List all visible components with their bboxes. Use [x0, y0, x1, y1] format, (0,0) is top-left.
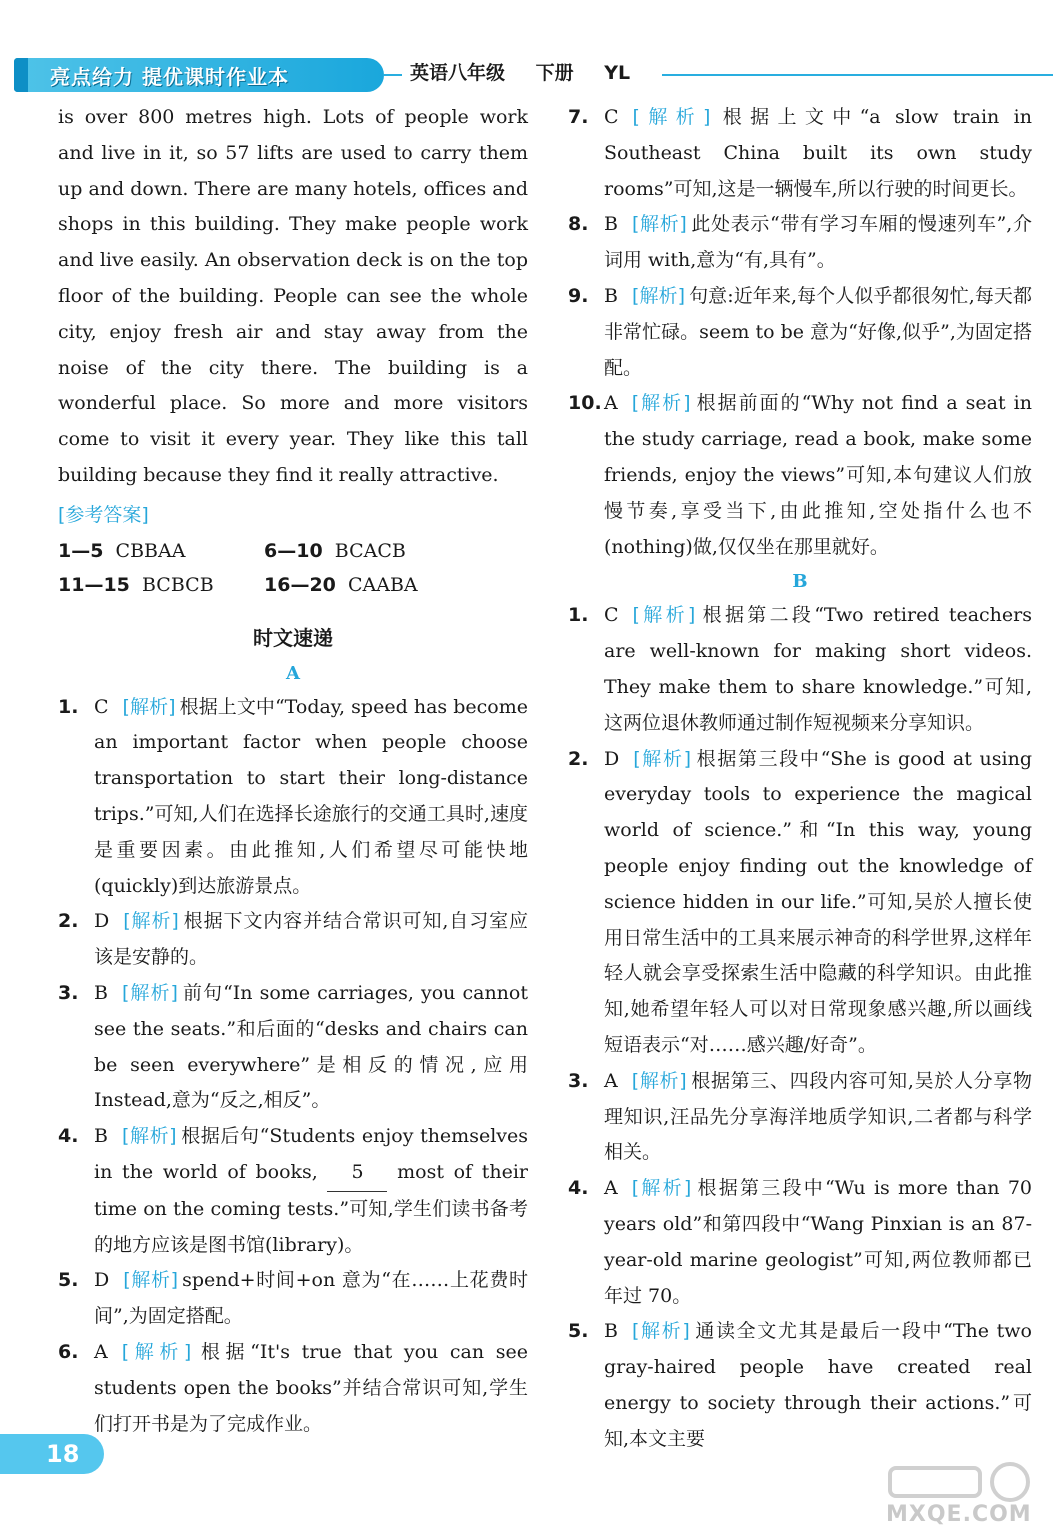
item-explanation: 通读全文尤其是最后一段中“The two gray-haired people have created real energy to society through their actions.”可知,本文主要: [604, 1320, 1032, 1450]
item-answer: C: [94, 695, 109, 718]
explanation-item: [568, 1064, 1032, 1171]
answer-key-values: CAABA: [347, 573, 418, 596]
item-number: 6.: [58, 1340, 79, 1363]
answer-key-row: [58, 534, 528, 568]
answer-key-range: 16—20: [264, 573, 336, 596]
item-answer: A: [604, 1177, 618, 1200]
analysis-tag: [解析]: [121, 1340, 192, 1363]
item-answer: D: [604, 747, 620, 770]
answer-key-row: [58, 568, 528, 602]
analysis-tag: [解析]: [631, 1069, 687, 1092]
item-explanation: most of their time on the coming tests.”可知,学生们读书备考的地方应该是图书馆(library)。: [94, 1160, 528, 1256]
answer-key-table: [58, 534, 528, 602]
item-answer: C: [604, 106, 619, 128]
analysis-tag: [解析]: [631, 1177, 692, 1200]
left-column: [58, 100, 528, 1442]
item-number: 7.: [568, 106, 589, 128]
item-explanation: 根据第二段“Two retired teachers are well-known for making short videos. They make them to share knowledge.”可知,这两位退休教师通过制作短视频来分享知识。: [604, 604, 1032, 734]
explanation-item: [568, 100, 1032, 207]
analysis-tag: [解析]: [121, 981, 178, 1004]
volume-label: 下册: [535, 62, 574, 84]
item-number: 4.: [568, 1177, 589, 1200]
item-explanation: 根据“It's true that you can see students open the books”并结合常识可知,学生们打开书是为了完成作业。: [94, 1340, 528, 1435]
item-number: 2.: [568, 747, 589, 770]
item-answer: D: [94, 1269, 110, 1292]
answer-key-values: BCACB: [334, 539, 406, 562]
item-explanation: 根据第三、四段内容可知,吴於人分享物理知识,汪品先分享海洋地质学知识,二者都与科学相关。: [604, 1069, 1033, 1164]
analysis-tag: [解析]: [123, 910, 179, 933]
item-answer: D: [94, 910, 110, 933]
answer-key-values: CBBAA: [115, 539, 186, 562]
banner-tab: [14, 58, 28, 92]
analysis-tag: [解析]: [631, 213, 687, 236]
item-answer: C: [604, 604, 619, 627]
item-number: 5.: [58, 1269, 79, 1292]
explanation-item: [58, 690, 528, 905]
item-explanation: 此处表示“带有学习车厢的慢速列车”,介词用 with,意为“有,具有”。: [604, 213, 1033, 272]
book-title-banner: [14, 58, 384, 92]
book-title: 亮点给力 提优课时作业本: [50, 65, 289, 89]
watermark-icon: [880, 1460, 1040, 1506]
analysis-tag: [解析]: [631, 284, 686, 307]
item-explanation: spend+时间+on 意为“在……上花费时间”,为固定搭配。: [94, 1269, 529, 1328]
explanation-item: [568, 207, 1032, 279]
watermark-logo: [880, 1460, 1040, 1530]
explanation-item: [58, 976, 528, 1119]
page-number-tab: [0, 1434, 104, 1474]
analysis-tag: [解析]: [123, 1269, 179, 1292]
item-explanation: 根据上文中“a slow train in Southeast China built its own study rooms”可知,这是一辆慢车,所以行驶的时间更长。: [604, 106, 1032, 200]
edition-label: YL: [604, 62, 631, 84]
explanation-item: [568, 1314, 1032, 1457]
explanation-item: [58, 1335, 528, 1442]
item-answer: B: [604, 213, 618, 236]
answer-key-range: 6—10: [264, 539, 323, 562]
subsection-title-a: A: [286, 662, 300, 684]
item-number: 9.: [568, 284, 589, 307]
item-explanation: 根据上文中“Today, speed has become an important factor when people choose transportation to start their long-distance trips.”可知,人们在选择长途旅行的交通工具时,速度是重要因素。由此推知,人们希望尽可能快地(quickly)到达旅游景点。: [94, 695, 528, 897]
blank-number: 5: [327, 1155, 387, 1192]
item-explanation: 根据第三段中“Wu is more than 70 years old”和第四段中“Wang Pinxian is an 87-year-old marine geologist”可知,两位教师都已年过 70。: [604, 1177, 1032, 1307]
item-explanation: 根据第三段中“She is good at using everyday tools to experience the magical world of science.”和“In this way, young people enjoy finding out the knowledge of science hidden in our life.”可知,吴於人擅长使用日常生活中的工具来展示神奇的科学世界,这样年轻人就会享受探索生活中隐藏的科学知识。由此推知,她希望年轻人可以对日常现象感兴趣,所以画线短语表示“对……感兴趣/好奇”。: [604, 747, 1032, 1056]
explanation-item: [58, 1263, 528, 1335]
book-info: [402, 58, 662, 85]
explanation-item: [568, 598, 1032, 741]
answer-key-values: BCBCB: [141, 573, 214, 596]
item-number: 5.: [568, 1320, 589, 1343]
explanation-item: [58, 1119, 528, 1263]
explanation-item: [568, 386, 1032, 565]
item-number: 8.: [568, 213, 589, 236]
analysis-tag: [解析]: [631, 392, 691, 415]
item-number: 10.: [568, 392, 602, 415]
page-number: 18: [46, 1440, 80, 1468]
answer-key-range: 11—15: [58, 573, 130, 596]
page-header: [0, 48, 1053, 102]
subsection-title-b: B: [792, 571, 808, 593]
analysis-tag: [解析]: [633, 747, 692, 770]
item-number: 1.: [58, 695, 79, 718]
analysis-tag: [解析]: [121, 1125, 177, 1148]
section-title: 时文速递: [253, 625, 333, 650]
item-number: 1.: [568, 604, 589, 627]
watermark-text: MXQE.COM: [886, 1502, 1032, 1527]
item-explanation: 句意:近年来,每个人似乎都很匆忙,每天都非常忙碌。seem to be 意为“好像,似乎”,为固定搭配。: [604, 284, 1033, 379]
item-answer: B: [604, 284, 618, 307]
explanation-item: [568, 1171, 1032, 1314]
explanation-item: [58, 904, 528, 976]
item-answer: B: [94, 1125, 108, 1148]
item-answer: A: [94, 1340, 108, 1363]
subject-label: 英语八年级: [410, 62, 506, 84]
answer-key-range: 1—5: [58, 539, 104, 562]
analysis-tag: [解析]: [631, 1320, 690, 1343]
item-number: 2.: [58, 910, 79, 933]
item-explanation: 根据前面的“Why not find a seat in the study carriage, read a book, make some friends, enjoy the views”可知,本句建议人们放慢节奏,享受当下,由此推知,空处指什么也不(nothing)做,仅仅坐在那里就好。: [604, 392, 1032, 558]
explanation-item: [568, 279, 1032, 386]
item-answer: B: [604, 1320, 618, 1343]
reference-answer-heading: [参考答案]: [58, 503, 149, 526]
passage-text: is over 800 metres high. Lots of people work and live in it, so 57 lifts are used to carry them up and down. There are many hotels, offices and shops in this building. They make people work and live easily. An observation deck is on the top floor of the building. People can see the whole city, enjoy fresh air and stay away from the noise of the city there. The building is a wonderful place. So more and more visitors come to visit it every year. They like this tall building because they find it really attractive.: [58, 106, 528, 486]
item-number: 3.: [568, 1069, 589, 1092]
analysis-tag: [解析]: [632, 604, 696, 627]
item-explanation: 根据后句“Students enjoy themselves in the world of books,: [94, 1125, 528, 1183]
item-number: 3.: [58, 981, 79, 1004]
analysis-tag: [解析]: [632, 106, 711, 128]
analysis-tag: [解析]: [122, 695, 176, 718]
item-explanation: 根据下文内容并结合常识可知,自习室应该是安静的。: [94, 910, 528, 969]
item-answer: A: [604, 1069, 618, 1092]
item-explanation: 前句“In some carriages, you cannot see the seats.”和后面的“desks and chairs can be seen everywhere”是相反的情况,应用 Instead,意为“反之,相反”。: [94, 981, 528, 1112]
item-answer: A: [604, 392, 618, 415]
item-answer: B: [94, 981, 108, 1004]
right-column: [568, 100, 1032, 1457]
item-number: 4.: [58, 1125, 79, 1148]
explanation-item: [568, 742, 1032, 1064]
